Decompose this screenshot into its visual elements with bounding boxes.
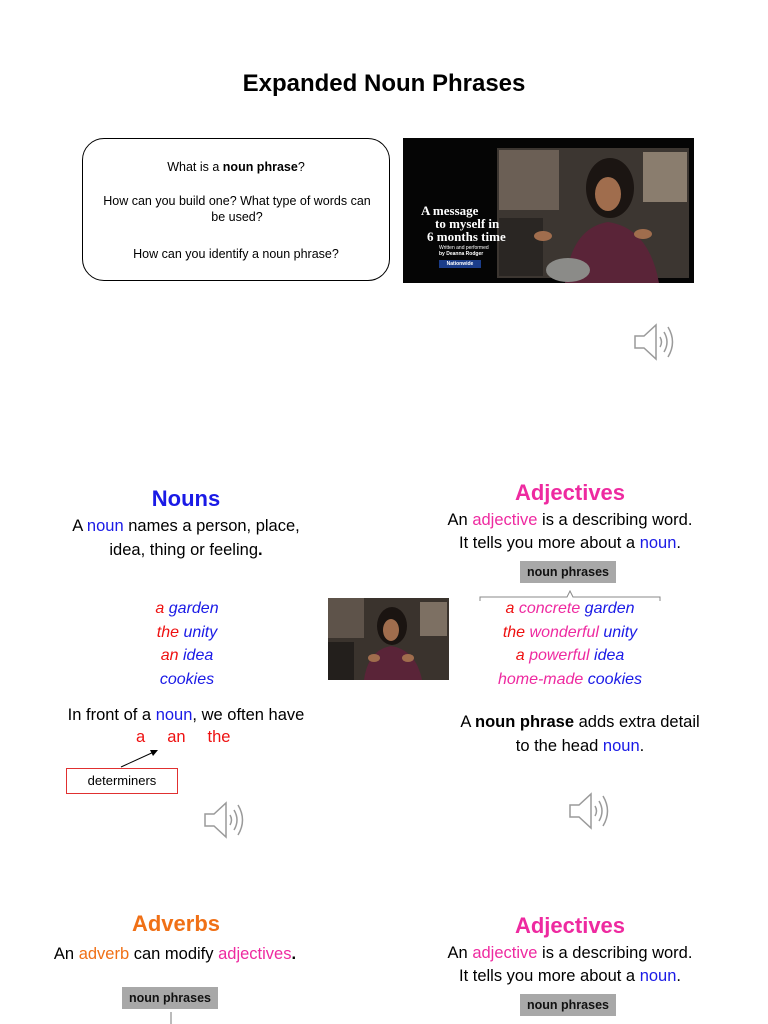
adj-example bbox=[440, 597, 700, 621]
example-noun: idea bbox=[183, 647, 214, 664]
adverbs-heading: Adverbs bbox=[131, 911, 221, 936]
nouns-def-dot: . bbox=[258, 541, 263, 559]
adj-line2-prefix: It tells you more about a bbox=[459, 534, 640, 552]
speaker-icon[interactable] bbox=[567, 791, 613, 836]
adj-line2-dot: . bbox=[676, 534, 681, 552]
adj-def-line1 bbox=[420, 509, 720, 532]
page-title: Expanded Noun Phrases bbox=[242, 70, 526, 97]
nouns-example bbox=[86, 644, 288, 668]
example-noun: idea bbox=[594, 647, 625, 664]
np-def-line2 bbox=[430, 734, 730, 758]
determiners-label-box: determiners bbox=[66, 768, 178, 794]
nouns-def-line2 bbox=[40, 538, 332, 562]
example-noun: cookies bbox=[587, 670, 643, 688]
determiner-arrow bbox=[118, 746, 162, 770]
adj2-def-line1 bbox=[420, 942, 720, 965]
adj-def-rest: is a describing word. bbox=[537, 511, 693, 529]
example-det: an bbox=[160, 647, 179, 664]
adjectives-definition-2 bbox=[420, 942, 720, 988]
noun-phrase-definition bbox=[430, 710, 730, 758]
q1-suffix: ? bbox=[297, 160, 305, 174]
np-def-line1 bbox=[430, 710, 730, 734]
video-credit-1: Written and performed bbox=[439, 245, 489, 251]
example-det: a bbox=[515, 647, 525, 664]
adj2-def-an: An bbox=[447, 944, 473, 962]
adv-def-dot: . bbox=[291, 945, 297, 963]
np-bold: noun phrase bbox=[475, 713, 575, 731]
nouns-front-text bbox=[40, 703, 332, 727]
question-3: How can you identify a noun phrase? bbox=[133, 247, 339, 261]
video-caption-line2: to myself in bbox=[435, 216, 500, 231]
adjectives-heading-2: Adjectives bbox=[514, 913, 626, 938]
front-suffix: , we often have bbox=[192, 706, 305, 724]
noun-phrases-tag: noun phrases bbox=[520, 561, 616, 583]
np-line2-dot: . bbox=[639, 737, 645, 755]
speaker-icon[interactable] bbox=[202, 800, 248, 845]
question-2: How can you build one? What type of words can be used? bbox=[103, 194, 371, 224]
nouns-def-rest: names a person, place, bbox=[123, 517, 300, 535]
adj-example bbox=[440, 644, 700, 668]
adj-example bbox=[440, 668, 700, 692]
np-prefix: A bbox=[460, 713, 475, 731]
noun-phrases-tag-2: noun phrases bbox=[520, 994, 616, 1016]
speaker-icon[interactable] bbox=[632, 322, 678, 367]
example-adjective: wonderful bbox=[529, 623, 599, 641]
adjectives-definition bbox=[420, 509, 720, 555]
nouns-example bbox=[86, 668, 288, 692]
adjectives-heading: Adjectives bbox=[514, 480, 626, 505]
nouns-examples bbox=[86, 597, 288, 691]
adv-def-mid: can modify bbox=[129, 945, 219, 963]
example-noun: unity bbox=[183, 623, 218, 641]
det-an: an bbox=[167, 728, 186, 746]
question-1 bbox=[91, 159, 381, 175]
example-det: the bbox=[156, 623, 179, 641]
np-line2-prefix: to the head bbox=[515, 737, 603, 755]
example-det: the bbox=[502, 623, 526, 641]
video-player[interactable] bbox=[403, 138, 694, 283]
example-adjective: home-made bbox=[497, 670, 584, 688]
nouns-heading: Nouns bbox=[151, 486, 221, 511]
example-noun: garden bbox=[584, 600, 635, 617]
nouns-definition bbox=[40, 514, 332, 562]
adj-def-an: An bbox=[447, 511, 473, 529]
adj2-def-rest: is a describing word. bbox=[537, 944, 693, 962]
nouns-def-a: A bbox=[72, 517, 87, 535]
adj-def-adjective: adjective bbox=[472, 511, 538, 529]
adj2-line2-noun: noun bbox=[639, 967, 677, 985]
video-credit-2: by Deanna Rodger bbox=[439, 251, 484, 257]
video-caption bbox=[417, 204, 506, 268]
example-det: a bbox=[505, 600, 515, 617]
adj-line2-noun: noun bbox=[639, 534, 677, 552]
nouns-def-line2-text: idea, thing or feeling bbox=[109, 541, 258, 559]
nouns-def-line1 bbox=[40, 514, 332, 538]
example-adjective: powerful bbox=[529, 647, 590, 664]
adverbs-definition bbox=[20, 942, 330, 966]
adj-def-line2 bbox=[420, 532, 720, 555]
video-caption-line3: 6 months time bbox=[427, 229, 506, 244]
adjectives-examples bbox=[440, 597, 700, 691]
np-line2-noun: noun bbox=[602, 737, 640, 755]
det-a: a bbox=[136, 728, 146, 746]
front-prefix: In front of a bbox=[67, 706, 156, 724]
front-noun: noun bbox=[155, 706, 193, 724]
example-noun: cookies bbox=[159, 670, 215, 688]
determiner-list bbox=[136, 728, 230, 747]
nationwide-logo: Nationwide bbox=[439, 260, 481, 268]
tag-pointer bbox=[165, 1012, 177, 1024]
video-caption-line1: A message bbox=[421, 203, 479, 218]
adj2-def-adjective: adjective bbox=[472, 944, 538, 962]
det-the: the bbox=[207, 728, 231, 746]
nouns-def-noun: noun bbox=[86, 517, 124, 535]
adv-def-an: An bbox=[53, 945, 79, 963]
example-det: a bbox=[155, 600, 165, 617]
np-rest: adds extra detail bbox=[574, 713, 700, 731]
noun-phrases-tag: noun phrases bbox=[122, 987, 218, 1009]
questions-box bbox=[82, 138, 390, 281]
example-noun: garden bbox=[168, 600, 219, 617]
video-thumbnail[interactable] bbox=[328, 598, 449, 680]
adj2-line2-prefix: It tells you more about a bbox=[459, 967, 640, 985]
adj2-def-line2 bbox=[420, 965, 720, 988]
q1-text: What is a bbox=[167, 160, 223, 174]
example-adjective: concrete bbox=[518, 600, 581, 617]
adv-def-adjectives: adjectives bbox=[218, 945, 292, 963]
example-noun: unity bbox=[603, 623, 638, 641]
nouns-example bbox=[86, 597, 288, 621]
adj2-line2-dot: . bbox=[676, 967, 681, 985]
adv-def-adverb: adverb bbox=[78, 945, 130, 963]
adj-example bbox=[440, 621, 700, 645]
q1-bold: noun phrase bbox=[222, 160, 298, 174]
nouns-example bbox=[86, 621, 288, 645]
